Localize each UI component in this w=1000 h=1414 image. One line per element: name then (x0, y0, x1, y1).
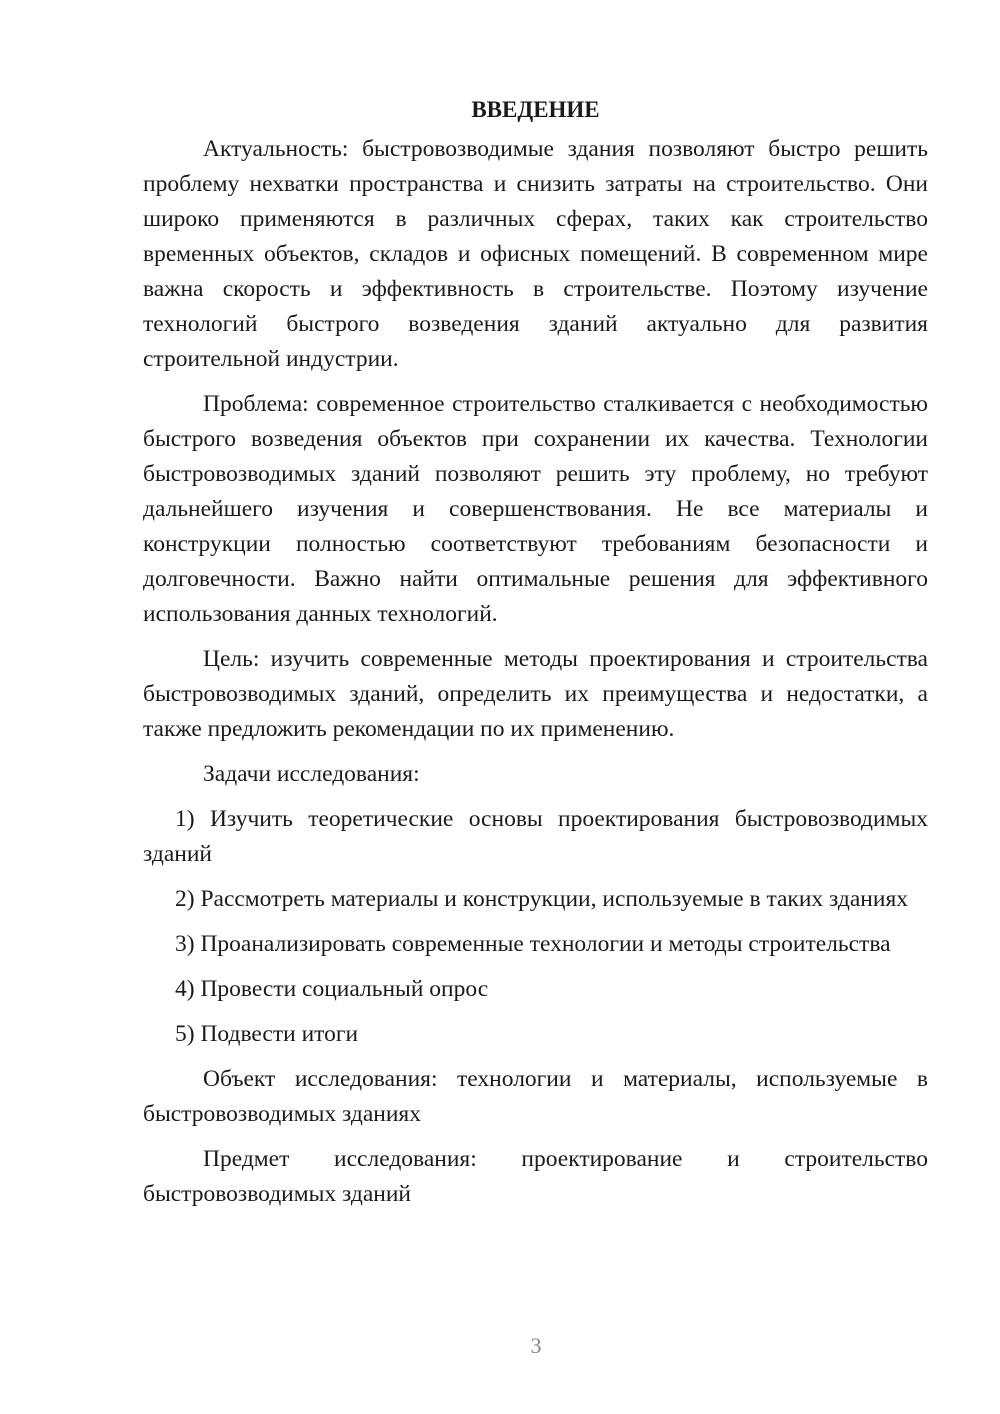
page-number: 3 (530, 1333, 542, 1358)
task-item: 2) Рассмотреть материалы и конструкции, используемые в таких зданиях (175, 886, 909, 912)
task-item: 4) Провести социальный опрос (175, 976, 489, 1002)
paragraph-subject: Предмет исследования: проектирование и строительство быстровозводимых зданий (143, 1146, 928, 1207)
task-item: 1) Изучить теоретические основы проектирования быстровозводимых зданий (143, 806, 928, 867)
section-heading: ВВЕДЕНИЕ (471, 97, 600, 122)
task-item: 5) Подвести итоги (175, 1021, 359, 1047)
paragraph-object: Объект исследования: технологии и материалы, используемые в быстровозводимых зданиях (143, 1066, 928, 1127)
tasks-heading: Задачи исследования: (203, 761, 420, 787)
paragraph-goal: Цель: изучить современные методы проектирования и строительства быстровозводимых зданий, определить их преимущества и недостатки, а также предложить рекомендации по их применению. (143, 646, 928, 742)
paragraph-problem: Проблема: современное строительство сталкивается с необходимостью быстрого возведения объектов при сохранении их качества. Технологии быстровозводимых зданий позволяют решить эту проблему, но требуют дальнейшего изучения и совершенствования. Не все материалы и конструкции полностью соответствуют требованиям безопасности и долговечности. Важно найти оптимальные решения для эффективного использования данных технологий. (143, 391, 928, 627)
task-item: 3) Проанализировать современные технологии и методы строительства (175, 931, 891, 957)
document-page (143, 92, 928, 1222)
paragraph-relevance: Актуальность: быстровозводимые здания позволяют быстро решить проблему нехватки пространства и снизить затраты на строительство. Они широко применяются в различных сферах, таких как строительство временных объектов, складов и офисных помещений. В современном мире важна скорость и эффективность в строительстве. Поэтому изучение технологий быстрого возведения зданий актуально для развития строительной индустрии. (143, 136, 928, 372)
